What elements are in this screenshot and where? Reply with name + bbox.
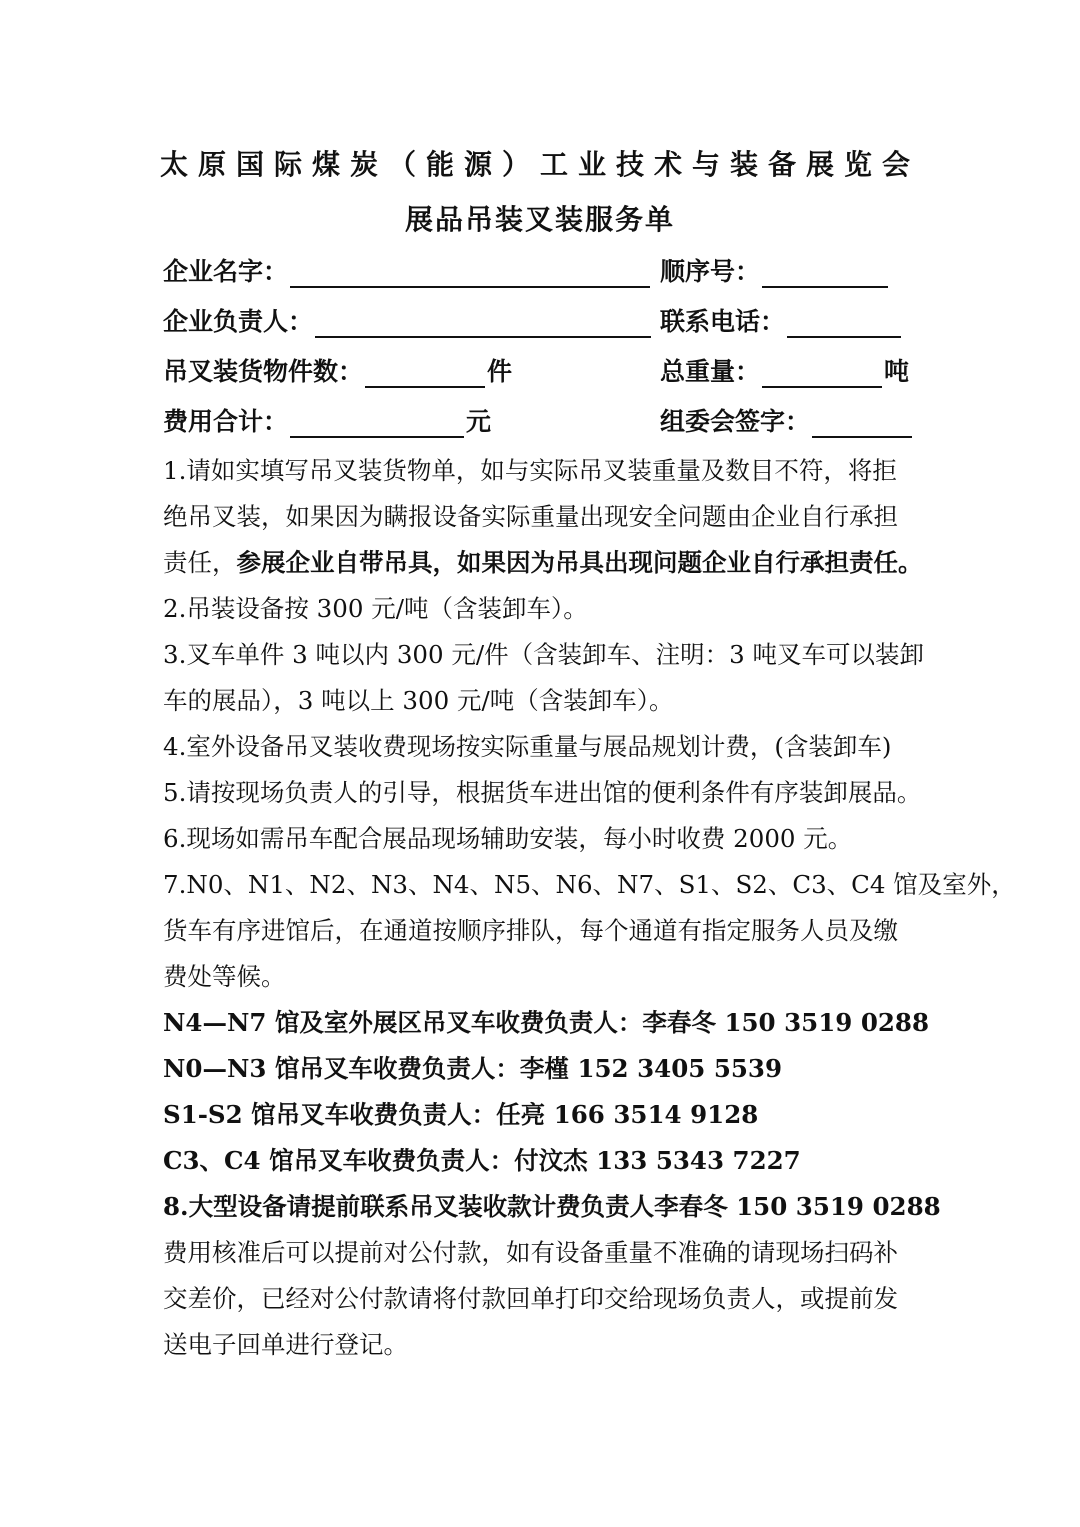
seq-no-label: 顺序号： <box>660 257 761 286</box>
company-name-label: 企业名字： <box>163 257 289 286</box>
weight-label: 总重量： <box>660 357 761 386</box>
weight-unit: 吨 <box>884 357 910 386</box>
phone-blank[interactable] <box>787 310 901 338</box>
text-line: 4.室外设备吊叉装收费现场按实际重量与展品规划计费，(含装卸车) <box>163 732 892 761</box>
bold-notice: 参展企业自带吊具，如果因为吊具出现问题企业自行承担责任。 <box>236 548 923 577</box>
total-fee-blank[interactable] <box>290 410 464 438</box>
contact-line: S1-S2 馆吊叉车收费负责人：任亮 166 3514 9128 <box>163 1100 759 1129</box>
text-line: 费用核准后可以提前对公付款，如有设备重量不准确的请现场扫码补 <box>163 1238 898 1267</box>
text-line: 费处等候。 <box>163 962 286 991</box>
text-line: 货车有序进馆后，在通道按顺序排队，每个通道有指定服务人员及缴 <box>163 916 898 945</box>
total-fee-label: 费用合计： <box>163 407 289 436</box>
text-line: 3.叉车单件 3 吨以内 300 元/件（含装卸车、注明：3 吨叉车可以装卸 <box>163 640 925 669</box>
signature-blank[interactable] <box>812 410 912 438</box>
text-segment: 责任， <box>163 548 237 577</box>
pieces-unit: 件 <box>487 357 513 386</box>
text-line <box>163 540 923 586</box>
text-line: 7.N0、N1、N2、N3、N4、N5、N6、N7、S1、S2、C3、C4 馆及室外， <box>163 870 1016 899</box>
contact-person-label: 企业负责人： <box>163 307 314 336</box>
phone-field <box>660 304 903 338</box>
weight-blank[interactable] <box>762 360 882 388</box>
contact-line: C3、C4 馆吊叉车收费负责人：付汶杰 133 5343 7227 <box>163 1146 801 1175</box>
pieces-label: 吊叉装货物件数： <box>163 357 364 386</box>
text-line: 5.请按现场负责人的引导，根据货车进出馆的便利条件有序装卸展品。 <box>163 778 922 807</box>
document-title: 太原国际煤炭（能源）工业技术与装备展览会 <box>159 148 920 181</box>
contact-line: 8.大型设备请提前联系吊叉装收款计费负责人李春冬 150 3519 0288 <box>163 1192 941 1221</box>
pieces-blank[interactable] <box>365 360 485 388</box>
contact-line: N0—N3 馆吊叉车收费负责人：李槿 152 3405 5539 <box>163 1054 783 1083</box>
company-name-field <box>163 254 652 288</box>
seq-no-blank[interactable] <box>762 260 888 288</box>
contact-line: N4—N7 馆及室外展区吊叉车收费负责人：李春冬 150 3519 0288 <box>163 1008 930 1037</box>
text-line: 送电子回单进行登记。 <box>163 1330 408 1359</box>
total-fee-field <box>163 404 491 438</box>
seq-no-field <box>660 254 890 288</box>
contact-person-blank[interactable] <box>315 310 651 338</box>
company-name-blank[interactable] <box>290 260 650 288</box>
contact-person-field <box>163 304 653 338</box>
fee-unit: 元 <box>466 407 492 436</box>
phone-label: 联系电话： <box>660 307 786 336</box>
signature-field <box>660 404 914 438</box>
text-line: 2.吊装设备按 300 元/吨（含装卸车）。 <box>163 594 588 623</box>
pieces-field <box>163 354 512 388</box>
instructions-body <box>163 448 1016 1368</box>
text-line: 1.请如实填写吊叉装货物单，如与实际吊叉装重量及数目不符，将拒 <box>163 456 897 485</box>
text-line: 交差价，已经对公付款请将付款回单打印交给现场负责人，或提前发 <box>163 1284 898 1313</box>
signature-label: 组委会签字： <box>660 407 811 436</box>
document-subtitle: 展品吊装叉装服务单 <box>404 203 675 236</box>
weight-field <box>660 354 909 388</box>
text-line: 6.现场如需吊车配合展品现场辅助安装，每小时收费 2000 元。 <box>163 824 853 853</box>
text-line: 车的展品），3 吨以上 300 元/吨（含装卸车）。 <box>163 686 674 715</box>
text-line: 绝吊叉装，如果因为瞒报设备实际重量出现安全问题由企业自行承担 <box>163 502 898 531</box>
